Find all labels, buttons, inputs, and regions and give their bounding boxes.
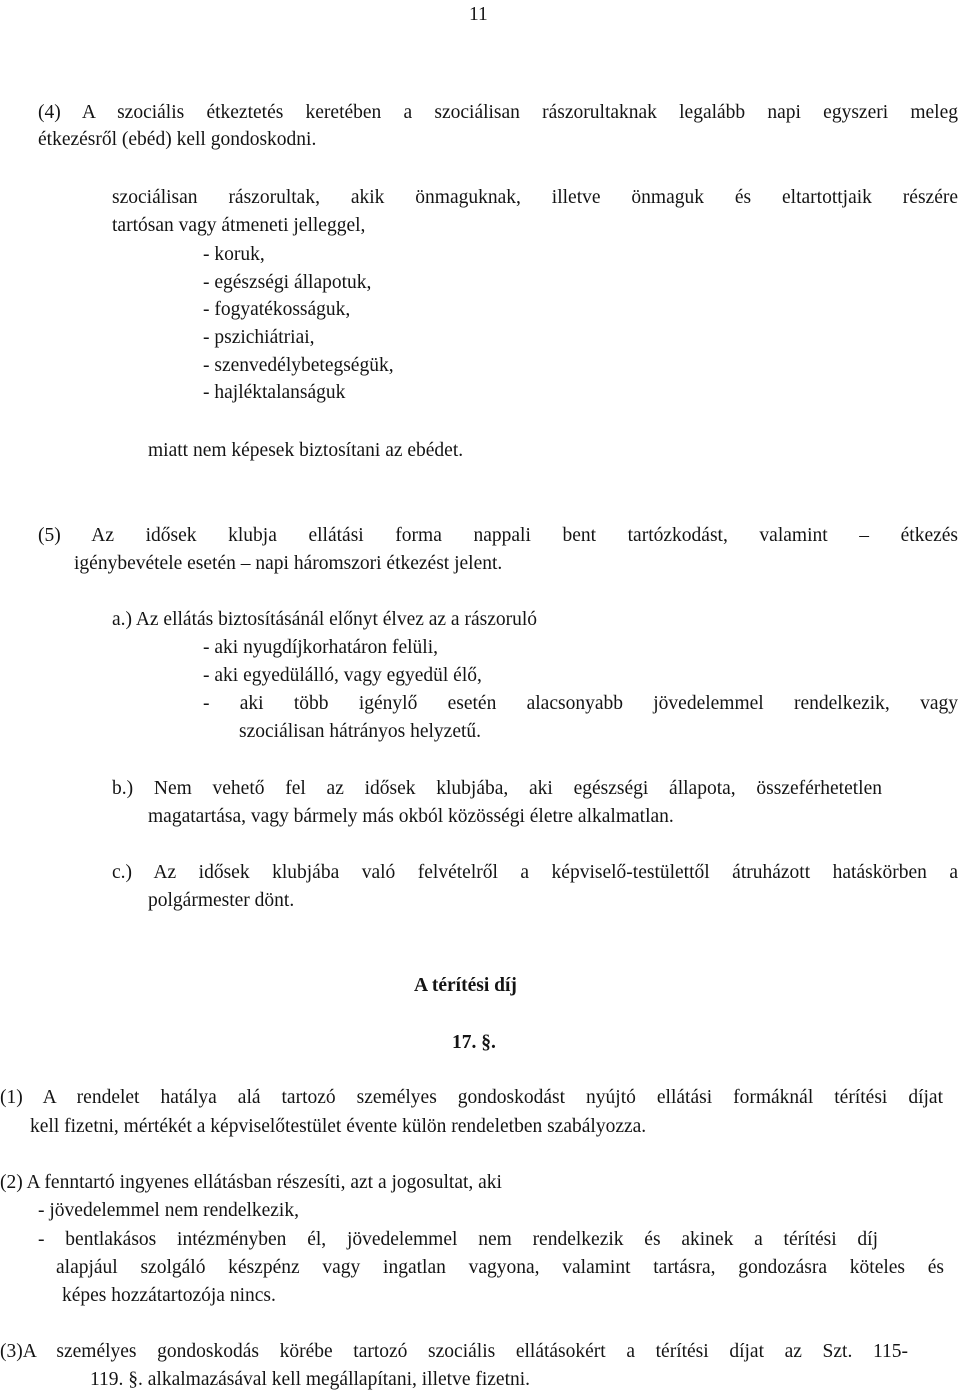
- list-item: - fogyatékosságuk,: [203, 299, 351, 320]
- list-item: - pszichiátriai,: [203, 327, 315, 348]
- list-item: - egészségi állapotuk,: [203, 272, 372, 293]
- p5-b-line-2: magatartása, vagy bármely más okból közösségi életre alkalmatlan.: [148, 806, 674, 827]
- list-item: - bentlakásos intézményben él, jövedelemmel nem rendelkezik és akinek a térítési díj: [38, 1229, 878, 1250]
- p5-line-1: (5) Az idősek klubja ellátási forma nappali bent tartózkodást, valamint – étkezés: [38, 525, 958, 546]
- list-item: - hajléktalanságuk: [203, 382, 346, 403]
- section-number: 17. §.: [452, 1032, 496, 1053]
- p4-intro-line-1: szociálisan rászorultak, akik önmaguknak, illetve önmaguk és eltartottjaik részére: [112, 187, 958, 208]
- s3-line-2: 119. §. alkalmazásával kell megállapítani, illetve fizetni.: [90, 1369, 531, 1390]
- list-item: - jövedelemmel nem rendelkezik,: [38, 1200, 299, 1221]
- p5-c-line-1: c.) Az idősek klubjába való felvételről a képviselő-testülettől átruházott hatáskörben a: [112, 862, 958, 883]
- list-item: - aki nyugdíjkorhatáron felüli,: [203, 637, 439, 658]
- p5-a-line: a.) Az ellátás biztosításánál előnyt élvez az a rászoruló: [112, 609, 538, 630]
- list-item: - aki több igénylő esetén alacsonyabb jövedelemmel rendelkezik, vagy: [203, 693, 958, 714]
- p4-line-2: étkezésről (ebéd) kell gondoskodni.: [38, 129, 317, 150]
- list-item: - aki egyedülálló, vagy egyedül élő,: [203, 665, 482, 686]
- page-number: 11: [469, 4, 488, 25]
- s3-line-1: (3)A személyes gondoskodás körébe tartozó szociális ellátásokért a térítési díjat az Szt. 115-: [0, 1341, 908, 1362]
- section-title: A térítési díj: [414, 975, 517, 996]
- s2-line-1: (2) A fenntartó ingyenes ellátásban részesíti, azt a jogosultat, aki: [0, 1172, 502, 1193]
- p5-c-line-2: polgármester dönt.: [148, 890, 295, 911]
- p5-line-2: igénybevétele esetén – napi háromszori étkezést jelent.: [74, 553, 503, 574]
- p4-intro-line-2: tartósan vagy átmeneti jelleggel,: [112, 215, 366, 236]
- s1-line-2: kell fizetni, mértékét a képviselőtestület évente külön rendeletben szabályozza.: [30, 1116, 647, 1137]
- list-item: - koruk,: [203, 244, 265, 265]
- p5-b-line-1: b.) Nem vehető fel az idősek klubjába, aki egészségi állapota, összeférhetetlen: [112, 778, 882, 799]
- list-item: - szenvedélybetegségük,: [203, 355, 394, 376]
- p5-a-continuation: szociálisan hátrányos helyzetű.: [239, 721, 482, 742]
- p4-line-1: (4) A szociális étkeztetés keretében a szociálisan rászorultaknak legalább napi egyszeri meleg: [38, 102, 958, 123]
- s2-item2-continuation-1: alapjául szolgáló készpénz vagy ingatlan vagyona, valamint tartásra, gondozásra köteles és: [56, 1257, 944, 1278]
- p4-outro: miatt nem képesek biztosítani az ebédet.: [148, 440, 464, 461]
- s1-line-1: (1) A rendelet hatálya alá tartozó személyes gondoskodást nyújtó ellátási formáknál térítési díjat: [0, 1087, 943, 1108]
- s2-item2-continuation-2: képes hozzátartozója nincs.: [62, 1285, 276, 1306]
